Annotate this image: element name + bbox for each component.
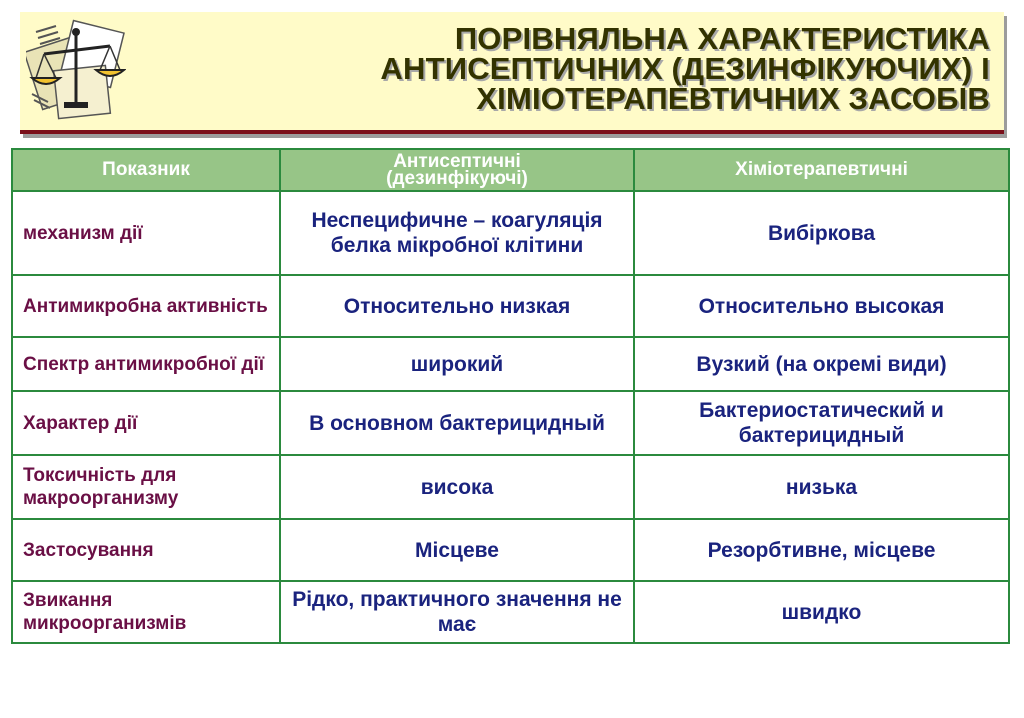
comparison-table bbox=[11, 148, 1010, 644]
row-label: Звикання микроорганизмів bbox=[12, 581, 280, 643]
table-row bbox=[12, 391, 1009, 455]
table-row bbox=[12, 455, 1009, 519]
row-label: Токсичність для макроорганизму bbox=[12, 455, 280, 519]
chemo-cell: низька bbox=[634, 455, 1009, 519]
table-row bbox=[12, 519, 1009, 581]
chemo-cell: Бактериостатический и бактерицидный bbox=[634, 391, 1009, 455]
row-label: Антимикробна активність bbox=[12, 275, 280, 337]
antiseptic-cell: висока bbox=[280, 455, 634, 519]
antiseptic-cell: Неспецифичне – коагуляція белка мікробної клітини bbox=[280, 191, 634, 275]
header-antiseptic-line2: (дезинфікуючі) bbox=[386, 168, 528, 189]
antiseptic-cell: В основном бактерицидный bbox=[280, 391, 634, 455]
title-line-1: ПОРІВНЯЛЬНА ХАРАКТЕРИСТИКА bbox=[454, 21, 990, 56]
chemo-cell: Резорбтивне, місцеве bbox=[634, 519, 1009, 581]
title-line-3: ХІМІОТЕРАПЕВТИЧНИХ ЗАСОБІВ bbox=[476, 81, 990, 116]
header-chemotherapeutic: Хіміотерапевтичні bbox=[634, 149, 1009, 191]
title-line-2: АНТИСЕПТИЧНИХ (ДЕЗИНФІКУЮЧИХ) І bbox=[380, 51, 990, 86]
chemo-cell: Относительно высокая bbox=[634, 275, 1009, 337]
title-band bbox=[20, 12, 1004, 134]
chemo-cell: Вузкий (на окремі види) bbox=[634, 337, 1009, 391]
chemo-cell: швидко bbox=[634, 581, 1009, 643]
antiseptic-cell: Місцеве bbox=[280, 519, 634, 581]
table-header-row bbox=[12, 149, 1009, 191]
row-label: Застосування bbox=[12, 519, 280, 581]
header-antiseptic-line1: Антисептичні bbox=[393, 151, 521, 172]
table-row bbox=[12, 191, 1009, 275]
row-label: Спектр антимикробної дії bbox=[12, 337, 280, 391]
header-antiseptic bbox=[280, 149, 634, 191]
table-row bbox=[12, 581, 1009, 643]
table-row bbox=[12, 275, 1009, 337]
row-label: Характер дії bbox=[12, 391, 280, 455]
chemo-cell: Вибіркова bbox=[634, 191, 1009, 275]
antiseptic-cell: Относительно низкая bbox=[280, 275, 634, 337]
row-label: механизм дії bbox=[12, 191, 280, 275]
antiseptic-cell: широкий bbox=[280, 337, 634, 391]
scales-of-justice-icon bbox=[26, 16, 126, 124]
page-title bbox=[170, 21, 990, 116]
table-row bbox=[12, 337, 1009, 391]
antiseptic-cell: Рідко, практичного значення не має bbox=[280, 581, 634, 643]
header-indicator: Показник bbox=[12, 149, 280, 191]
